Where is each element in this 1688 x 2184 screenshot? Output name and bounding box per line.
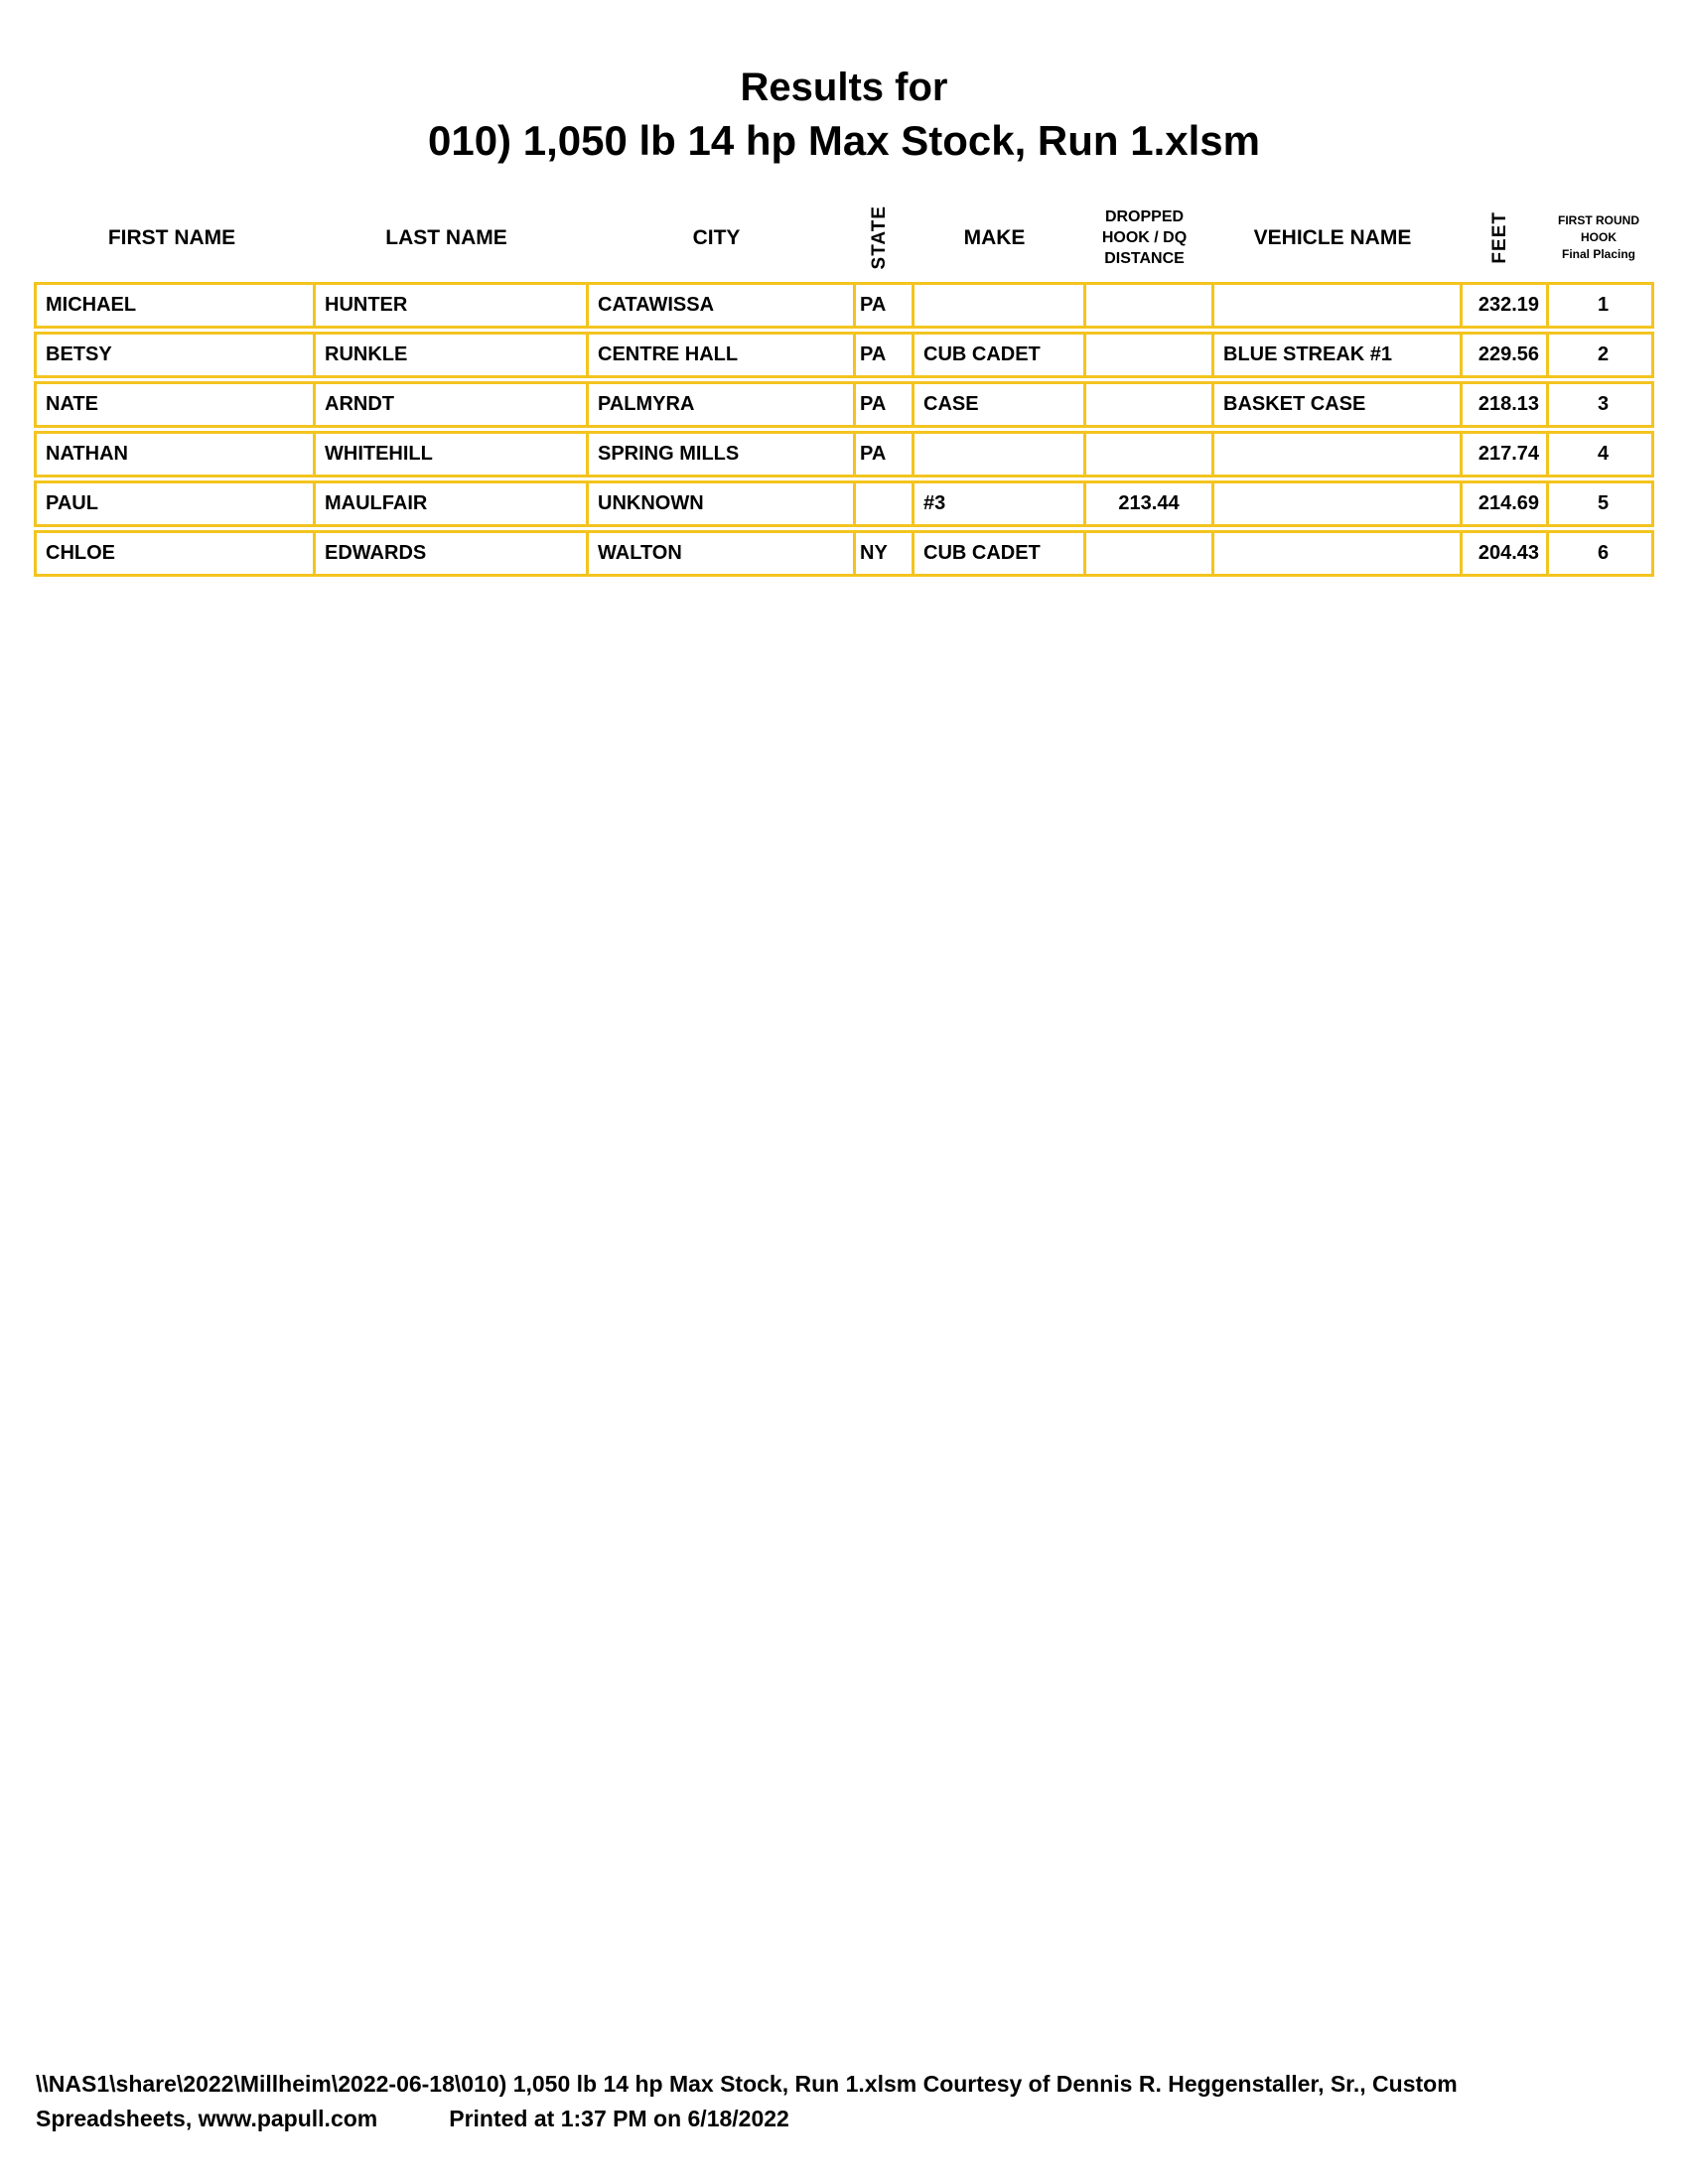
- cell-last-name: ARNDT: [313, 384, 586, 425]
- column-header-label: LAST NAME: [385, 225, 507, 249]
- footer-website-text: Spreadsheets, www.papull.com: [36, 2106, 378, 2131]
- cell-feet: 232.19: [1460, 285, 1546, 326]
- cell-state: PA: [853, 384, 912, 425]
- cell-placing: 1: [1546, 285, 1657, 326]
- cell-city: WALTON: [586, 533, 853, 574]
- results-table: [34, 194, 1654, 580]
- cell-city: UNKNOWN: [586, 483, 853, 524]
- cell-first-name: BETSY: [46, 343, 112, 365]
- cell-make: #3: [912, 483, 1083, 524]
- column-header-label: CITY: [692, 225, 741, 249]
- cell-city: SPRING MILLS: [586, 434, 853, 475]
- cell-vehicle-name: [1211, 434, 1460, 475]
- table-header-row: [34, 194, 1654, 282]
- cell-feet: 204.43: [1460, 533, 1546, 574]
- column-header-label-line: FIRST ROUND: [1558, 213, 1639, 227]
- cell-vehicle-name: [1211, 483, 1460, 524]
- column-header-label-line: HOOK / DQ: [1101, 229, 1188, 246]
- table-row: [34, 480, 1654, 527]
- cell-first-name: NATE: [46, 393, 98, 415]
- cell-state: NY: [853, 533, 912, 574]
- column-header-label: FIRST NAME: [107, 225, 236, 249]
- cell-state: PA: [853, 434, 912, 475]
- column-header-city: [583, 194, 850, 282]
- table-row: [34, 431, 1654, 478]
- cell-placing: 3: [1546, 384, 1657, 425]
- cell-last-name: MAULFAIR: [313, 483, 586, 524]
- table-row: [34, 530, 1654, 577]
- column-header-make: [909, 194, 1080, 282]
- table-row: [34, 381, 1654, 428]
- cell-feet: 217.74: [1460, 434, 1546, 475]
- table-row: [34, 282, 1654, 329]
- cell-dropped-distance: [1083, 285, 1211, 326]
- cell-last-name: EDWARDS: [313, 533, 586, 574]
- cell-first-name: NATHAN: [46, 443, 128, 465]
- cell-feet: 229.56: [1460, 335, 1546, 375]
- column-header-label-line: DROPPED: [1104, 208, 1185, 225]
- cell-vehicle-name: [1211, 533, 1460, 574]
- cell-vehicle-name: BASKET CASE: [1211, 384, 1460, 425]
- table-row: [34, 332, 1654, 378]
- cell-make: CUB CADET: [912, 335, 1083, 375]
- cell-feet: 214.69: [1460, 483, 1546, 524]
- cell-make: CASE: [912, 384, 1083, 425]
- cell-first-name: MICHAEL: [46, 294, 137, 316]
- report-subtitle-filename: 010) 1,050 lb 14 hp Max Stock, Run 1.xlsm: [427, 117, 1260, 164]
- column-header-label: VEHICLE NAME: [1253, 225, 1412, 249]
- column-header-label: MAKE: [963, 225, 1026, 249]
- cell-city: PALMYRA: [586, 384, 853, 425]
- page-footer: [36, 2067, 1644, 2136]
- column-header-label-line: HOOK: [1581, 230, 1617, 244]
- cell-state: PA: [853, 285, 912, 326]
- cell-placing: 4: [1546, 434, 1657, 475]
- cell-last-name: HUNTER: [313, 285, 586, 326]
- cell-last-name: RUNKLE: [313, 335, 586, 375]
- column-header-first-round-hook-final-placing: [1543, 194, 1654, 282]
- cell-placing: 5: [1546, 483, 1657, 524]
- cell-placing: 6: [1546, 533, 1657, 574]
- report-title: Results for: [740, 66, 948, 109]
- column-header-label-line: Final Placing: [1561, 247, 1635, 261]
- column-header-feet: [1457, 194, 1543, 282]
- footer-second-line: [36, 2102, 1644, 2136]
- cell-first-name: CHLOE: [46, 542, 115, 564]
- cell-make: CUB CADET: [912, 533, 1083, 574]
- footer-file-path-line: \\NAS1\share\2022\Millheim\2022-06-18\010) 1,050 lb 14 hp Max Stock, Run 1.xlsm Courtesy of Dennis R. Heggenstaller, Sr., Custom: [36, 2071, 1458, 2097]
- column-header-vehicle-name: [1208, 194, 1457, 282]
- cell-vehicle-name: BLUE STREAK #1: [1211, 335, 1460, 375]
- cell-state: [853, 483, 912, 524]
- cell-dropped-distance: [1083, 434, 1211, 475]
- footer-printed-timestamp: Printed at 1:37 PM on 6/18/2022: [449, 2106, 789, 2131]
- cell-city: CENTRE HALL: [586, 335, 853, 375]
- cell-dropped-distance: [1083, 384, 1211, 425]
- cell-make: [912, 434, 1083, 475]
- cell-placing: 2: [1546, 335, 1657, 375]
- cell-state: PA: [853, 335, 912, 375]
- column-header-label-vertical: STATE: [868, 205, 890, 270]
- column-header-dropped-hook-dq-distance: [1080, 194, 1208, 282]
- column-header-last-name: [310, 194, 583, 282]
- column-header-first-name: [34, 194, 310, 282]
- cell-make: [912, 285, 1083, 326]
- column-header-label-line: DISTANCE: [1104, 250, 1185, 267]
- cell-city: CATAWISSA: [586, 285, 853, 326]
- column-header-label-vertical: FEET: [1488, 211, 1510, 264]
- cell-first-name: PAUL: [46, 492, 98, 514]
- cell-dropped-distance: [1083, 533, 1211, 574]
- cell-feet: 218.13: [1460, 384, 1546, 425]
- cell-dropped-distance: [1083, 335, 1211, 375]
- column-header-state: [850, 194, 909, 282]
- cell-dropped-distance: 213.44: [1083, 483, 1211, 524]
- cell-last-name: WHITEHILL: [313, 434, 586, 475]
- cell-vehicle-name: [1211, 285, 1460, 326]
